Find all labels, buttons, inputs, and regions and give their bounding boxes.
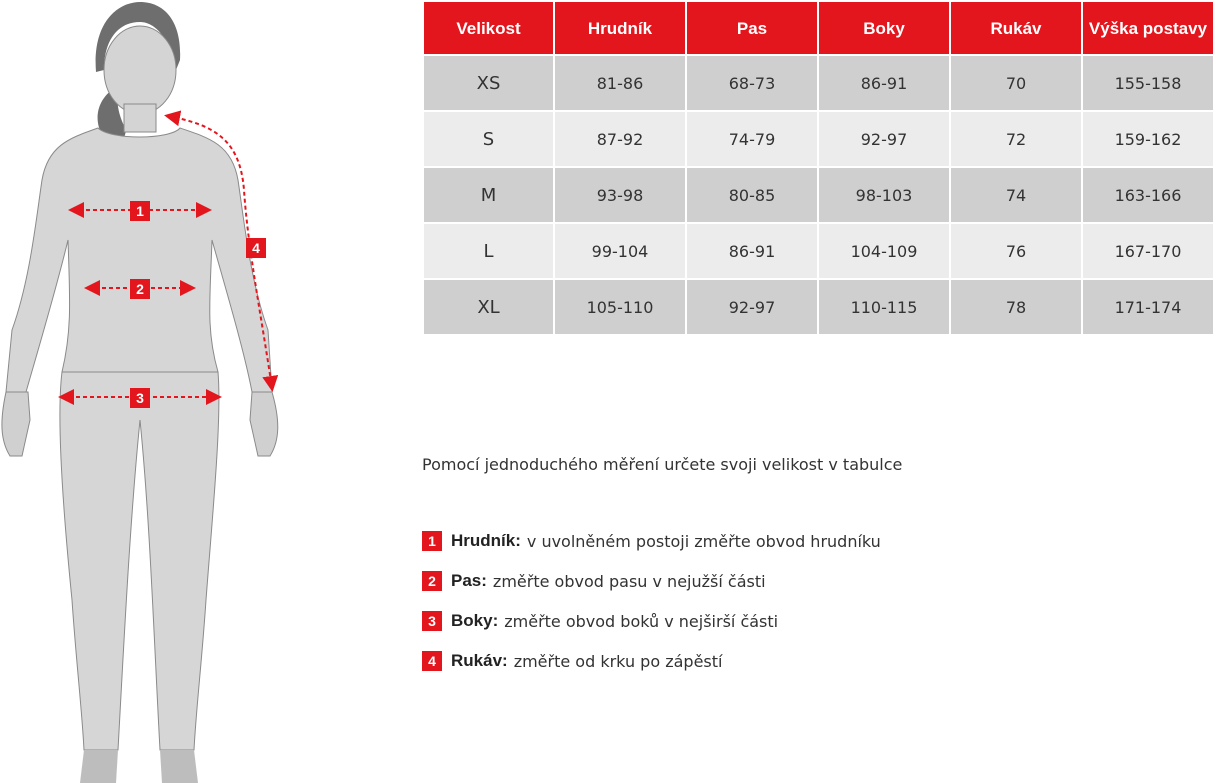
table-row: [424, 112, 1213, 166]
table-cell: 81-86: [555, 56, 685, 110]
table-row: [424, 224, 1213, 278]
table-cell: 87-92: [555, 112, 685, 166]
table-cell: 98-103: [819, 168, 949, 222]
table-cell: 159-162: [1083, 112, 1213, 166]
legs-shape: [60, 372, 219, 750]
table-cell: S: [424, 112, 553, 166]
measurement-legend: [422, 521, 881, 681]
torso-shape: [6, 128, 272, 392]
neck-shape: [124, 104, 156, 132]
table-cell: 68-73: [687, 56, 817, 110]
right-hand-shape: [250, 392, 278, 456]
left-foot-shape: [80, 750, 118, 783]
legend-item: [422, 601, 881, 641]
table-row: [424, 56, 1213, 110]
legend-number-badge: 1: [422, 531, 442, 551]
legend-description: v uvolněném postoji změřte obvod hrudníku: [526, 531, 881, 551]
table-cell: 78: [951, 280, 1081, 334]
table-cell: 74-79: [687, 112, 817, 166]
left-hand-shape: [2, 392, 30, 456]
right-foot-shape: [160, 750, 198, 783]
table-header-row: [424, 2, 1213, 54]
header-velikost: Velikost: [424, 2, 553, 54]
legend-term: Boky:: [451, 611, 499, 630]
table-cell: 163-166: [1083, 168, 1213, 222]
table-cell: 99-104: [555, 224, 685, 278]
table-cell: 70: [951, 56, 1081, 110]
table-cell: 72: [951, 112, 1081, 166]
marker-1-label: 1: [136, 203, 144, 219]
table-cell: 92-97: [819, 112, 949, 166]
legend-term: Pas:: [451, 571, 487, 590]
legend-item: [422, 561, 881, 601]
table-cell: 167-170: [1083, 224, 1213, 278]
intro-text: Pomocí jednoduchého měření určete svoji velikost v tabulce: [422, 455, 903, 474]
legend-description: změřte obvod pasu v nejužší části: [492, 571, 766, 591]
legend-term: Rukáv:: [451, 651, 508, 670]
header-hrudnik: Hrudník: [555, 2, 685, 54]
table-cell: 86-91: [687, 224, 817, 278]
table-cell: 92-97: [687, 280, 817, 334]
table-cell: 155-158: [1083, 56, 1213, 110]
table-cell: 76: [951, 224, 1081, 278]
legend-item: [422, 641, 881, 681]
table-cell: 86-91: [819, 56, 949, 110]
legend-term: Hrudník:: [451, 531, 521, 550]
table-cell: XS: [424, 56, 553, 110]
table-cell: 110-115: [819, 280, 949, 334]
legend-description: změřte od krku po zápěstí: [513, 651, 723, 671]
table-cell: XL: [424, 280, 553, 334]
table-row: [424, 280, 1213, 334]
legend-number-badge: 4: [422, 651, 442, 671]
table-cell: 93-98: [555, 168, 685, 222]
size-table: [422, 0, 1215, 336]
table-cell: L: [424, 224, 553, 278]
table-row: [424, 168, 1213, 222]
marker-3-label: 3: [136, 390, 144, 406]
header-pas: Pas: [687, 2, 817, 54]
legend-item: [422, 521, 881, 561]
table-cell: 80-85: [687, 168, 817, 222]
legend-number-badge: 3: [422, 611, 442, 631]
header-vyska: Výška postavy: [1083, 2, 1213, 54]
head-shape: [104, 26, 176, 114]
body-figure: [0, 0, 290, 783]
legend-number-badge: 2: [422, 571, 442, 591]
table-cell: M: [424, 168, 553, 222]
table-cell: 74: [951, 168, 1081, 222]
table-cell: 105-110: [555, 280, 685, 334]
marker-2-label: 2: [136, 281, 144, 297]
table-cell: 171-174: [1083, 280, 1213, 334]
header-boky: Boky: [819, 2, 949, 54]
header-rukav: Rukáv: [951, 2, 1081, 54]
table-cell: 104-109: [819, 224, 949, 278]
marker-4-label: 4: [252, 240, 260, 256]
legend-description: změřte obvod boků v nejširší části: [504, 611, 779, 631]
